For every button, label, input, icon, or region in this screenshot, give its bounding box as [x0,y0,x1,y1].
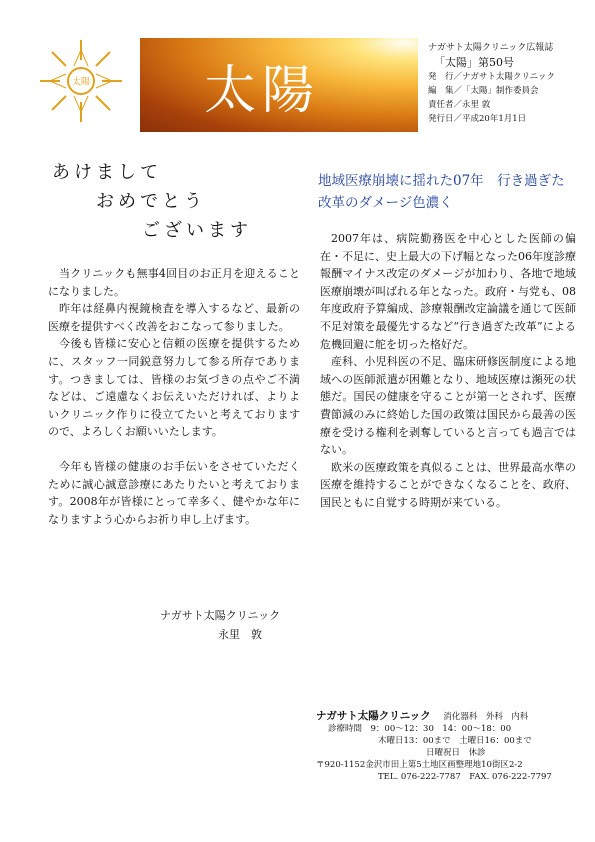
clinic-info [316,710,586,783]
new-year-greeting [52,158,252,245]
article-paragraph: 産科、小児科医の不足、臨床研修医制度による地域への医師派遣が困難となり、地域医療は瀕死の状態だ。国民の健康を守ることが第一とされず、医療費節減のみに終始した国の政策は国民から最善の医療を受ける権利を剥奪していると言っても過言ではない。 [320,355,576,457]
editor: 編 集／「太陽」制作委員会 [428,86,539,96]
signature [160,606,280,644]
magazine-name: ナガサト太陽クリニック広報誌 [428,43,554,53]
signature-name: 永里 敦 [218,628,262,641]
greeting-body [48,265,300,528]
article-paragraph: 欧米の医療政策を真似ることは、世界最高水準の医療を維持することができなくなることを、政府、国民ともに自覚する時期が来ている。 [320,460,576,509]
publish-date: 発行日／平成20年1月1日 [428,114,527,124]
article-headline: 地域医療崩壊に揺れた07年 行き過ぎた改革のダメージ色濃く [318,173,565,211]
greeting-paragraph: 昨年は経鼻内視鏡検査を導入するなど、最新の医療を提供すべく改善をおこなって参りました。 [48,302,300,333]
header-banner [140,38,418,132]
logo-text: 太陽 [71,77,91,88]
footer-address: 〒920-1152金沢市田上第5土地区画整理地10街区2-2 [316,760,523,770]
publisher: 発 行／ナガサト太陽クリニック [428,72,555,82]
footer-hours: 診療時間 9：00〜12：30 14：00〜18：00 [328,724,512,734]
greeting-paragraph: 今年も皆様の健康のお手伝いをさせていただくために誠心誠意診療にあたりたいと考えております。2008年が皆様にとって幸多く、健やかな年になりますよう心からお祈り申し上げます。 [48,459,300,526]
masthead [428,42,588,126]
article-body [320,230,576,512]
banner-title: 太陽 [204,61,321,121]
greeting-paragraph: 今後も皆様に安心と信頼の医療を提供するために、スタッフ一同鋭意努力して参る所存であります。つきましては、皆様のお気づきの点やご不満などは、ご遠慮なくお伝えいただければ、よりよいクリニック作りに役立てたいと考えておりますので、よろしくお願いいたします。 [48,337,300,439]
signature-clinic: ナガサト太陽クリニック [160,609,281,622]
footer-clinic-name: ナガサト太陽クリニック [316,710,431,722]
greeting-line-2: おめでとう [96,191,206,212]
responsible-person: 責任者／永里 敦 [428,100,491,110]
footer-closed-days: 日曜祝日 休診 [426,748,486,758]
greeting-paragraph: 当クリニックも無事4回目のお正月を迎えることになりました。 [48,267,300,298]
greeting-line-3: ございます [142,220,252,241]
article-paragraph: 2007年は、病院勤務医を中心とした医師の偏在・不足に、史上最大の下げ幅となった06年度診療報酬マイナス改定のダメージが加わり、各地で地域医療崩壊が叫ばれる年となった。政府・与党も、08年度政府予算編成、診療報酬改定論議を通じて医師不足対策を最優先するなど“行き過ぎた改革”による危機回避に舵を切った格好だ。 [320,232,576,351]
sun-logo [36,36,126,126]
greeting-line-1: あけまして [52,162,162,183]
sun-icon [36,36,126,126]
footer-hours-note: 木曜日13：00まで 土曜日16：00まで [378,736,532,746]
footer-departments: 消化器科 外科 内科 [443,712,529,722]
footer-phone: TEL. 076-222-7787 FAX. 076-222-7797 [378,772,552,782]
issue-number: 「太陽」第50号 [434,56,514,69]
